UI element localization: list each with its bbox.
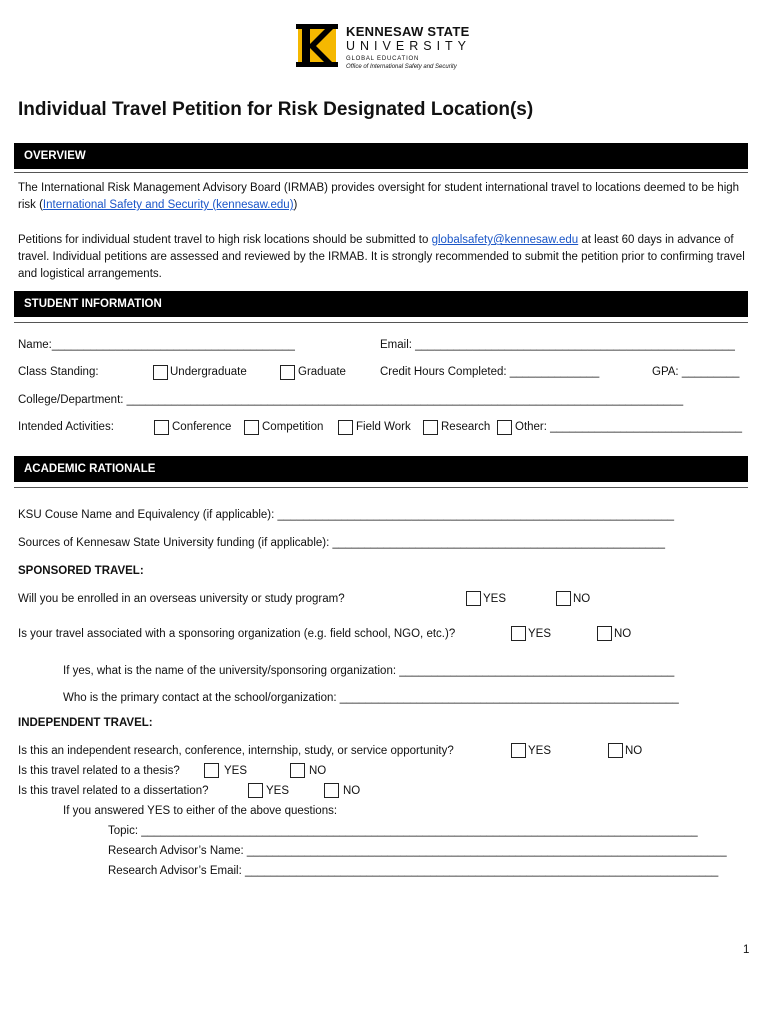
section-divider bbox=[14, 172, 748, 173]
field-work-label: Field Work bbox=[356, 421, 411, 433]
logo-line-4: Office of International Safety and Security bbox=[346, 64, 457, 70]
logo-line-2: UNIVERSITY bbox=[346, 39, 472, 53]
section-header-academic-rationale: ACADEMIC RATIONALE bbox=[14, 456, 748, 482]
other-checkbox[interactable] bbox=[497, 420, 512, 435]
other-field[interactable]: Other: ______________________________ bbox=[515, 421, 743, 433]
if-yes-instruction: If you answered YES to either of the above questions: bbox=[63, 805, 338, 817]
research-label: Research bbox=[441, 421, 491, 433]
thesis-yes-checkbox[interactable] bbox=[204, 763, 219, 778]
research-advisor-name-field[interactable]: Research Advisor’s Name: ___________________________________________________________________________ bbox=[108, 845, 727, 857]
email-field[interactable]: Email: __________________________________________________ bbox=[380, 339, 735, 351]
dissertation-question: Is this travel related to a dissertation? bbox=[18, 785, 209, 797]
overview-paragraph-1: The International Risk Management Advisory Board (IRMAB) provides oversight for student international travel to locations deemed to be high risk (International Safety and Security (kennesaw.edu)) bbox=[18, 182, 740, 211]
overseas-yes-label: YES bbox=[483, 593, 507, 605]
page-title: Individual Travel Petition for Risk Designated Location(s) bbox=[18, 99, 534, 120]
dissertation-no-checkbox[interactable] bbox=[324, 783, 339, 798]
overseas-no-checkbox[interactable] bbox=[556, 591, 571, 606]
sponsoring-org-question: Is your travel associated with a sponsoring organization (e.g. field school, NGO, etc.)? bbox=[18, 628, 456, 640]
conference-checkbox[interactable] bbox=[154, 420, 169, 435]
conference-label: Conference bbox=[172, 421, 232, 433]
logo-line-1: KENNESAW STATE bbox=[346, 24, 470, 39]
sponsoring-no-label: NO bbox=[614, 628, 632, 640]
section-divider bbox=[14, 322, 748, 323]
section-header-overview: OVERVIEW bbox=[14, 143, 748, 169]
sponsoring-org-name-field[interactable]: If yes, what is the name of the university/sponsoring organization: ___________________________________________ bbox=[63, 665, 675, 677]
independent-yes-checkbox[interactable] bbox=[511, 743, 526, 758]
research-advisor-email-field[interactable]: Research Advisor’s Email: __________________________________________________________________________ bbox=[108, 865, 719, 877]
graduate-label: Graduate bbox=[298, 366, 346, 378]
intended-activities-label: Intended Activities: bbox=[18, 421, 114, 433]
independent-no-label: NO bbox=[625, 745, 643, 757]
globalsafety-email-link[interactable]: globalsafety@kennesaw.edu bbox=[431, 234, 579, 246]
sponsoring-no-checkbox[interactable] bbox=[597, 626, 612, 641]
overseas-program-question: Will you be enrolled in an overseas university or study program? bbox=[18, 593, 345, 605]
dissertation-no-label: NO bbox=[343, 785, 361, 797]
undergraduate-label: Undergraduate bbox=[170, 366, 247, 378]
thesis-yes-label: YES bbox=[224, 765, 248, 777]
dissertation-yes-label: YES bbox=[266, 785, 290, 797]
dissertation-yes-checkbox[interactable] bbox=[248, 783, 263, 798]
class-standing-label: Class Standing: bbox=[18, 366, 99, 378]
logo-line-3: GLOBAL EDUCATION bbox=[346, 56, 420, 62]
field-work-checkbox[interactable] bbox=[338, 420, 353, 435]
thesis-no-label: NO bbox=[309, 765, 327, 777]
university-logo bbox=[296, 22, 496, 82]
independent-travel-heading: INDEPENDENT TRAVEL: bbox=[18, 717, 153, 729]
primary-contact-field[interactable]: Who is the primary contact at the school/organization: _____________________________________________________ bbox=[63, 692, 679, 704]
name-field[interactable]: Name:______________________________________ bbox=[18, 339, 295, 351]
research-checkbox[interactable] bbox=[423, 420, 438, 435]
undergraduate-checkbox[interactable] bbox=[153, 365, 168, 380]
section-divider bbox=[14, 487, 748, 488]
page-number: 1 bbox=[743, 944, 750, 956]
college-department-field[interactable]: College/Department: _______________________________________________________________________________________ bbox=[18, 394, 684, 406]
independent-no-checkbox[interactable] bbox=[608, 743, 623, 758]
competition-checkbox[interactable] bbox=[244, 420, 259, 435]
independent-yes-label: YES bbox=[528, 745, 552, 757]
overseas-no-label: NO bbox=[573, 593, 591, 605]
credit-hours-field[interactable]: Credit Hours Completed: ______________ bbox=[380, 366, 600, 378]
section-header-student-information: STUDENT INFORMATION bbox=[14, 291, 748, 317]
course-equivalency-field[interactable]: KSU Couse Name and Equivalency (if applicable): ______________________________________________________________ bbox=[18, 509, 675, 521]
international-safety-link[interactable]: International Safety and Security (kennesaw.edu) bbox=[42, 199, 294, 211]
topic-field[interactable]: Topic: _______________________________________________________________________________________ bbox=[108, 825, 698, 837]
sponsoring-yes-label: YES bbox=[528, 628, 552, 640]
sponsored-travel-heading: SPONSORED TRAVEL: bbox=[18, 565, 144, 577]
funding-sources-field[interactable]: Sources of Kennesaw State University funding (if applicable): ____________________________________________________ bbox=[18, 537, 666, 549]
independent-opportunity-question: Is this an independent research, conference, internship, study, or service opportunity? bbox=[18, 745, 454, 757]
overview-paragraph-2: Petitions for individual student travel to high risk locations should be submitted to globalsafety@kennesaw.edu at least 60 days in advance of travel. Individual petitions are assessed and reviewed by the IRMAB. It is strongly recommended to submit the petition prior to confirming travel and logistical arrangements. bbox=[18, 234, 745, 280]
graduate-checkbox[interactable] bbox=[280, 365, 295, 380]
thesis-question: Is this travel related to a thesis? bbox=[18, 765, 180, 777]
competition-label: Competition bbox=[262, 421, 324, 433]
ksu-logo-mark-icon bbox=[296, 22, 338, 68]
overseas-yes-checkbox[interactable] bbox=[466, 591, 481, 606]
thesis-no-checkbox[interactable] bbox=[290, 763, 305, 778]
gpa-field[interactable]: GPA: _________ bbox=[652, 366, 740, 378]
sponsoring-yes-checkbox[interactable] bbox=[511, 626, 526, 641]
